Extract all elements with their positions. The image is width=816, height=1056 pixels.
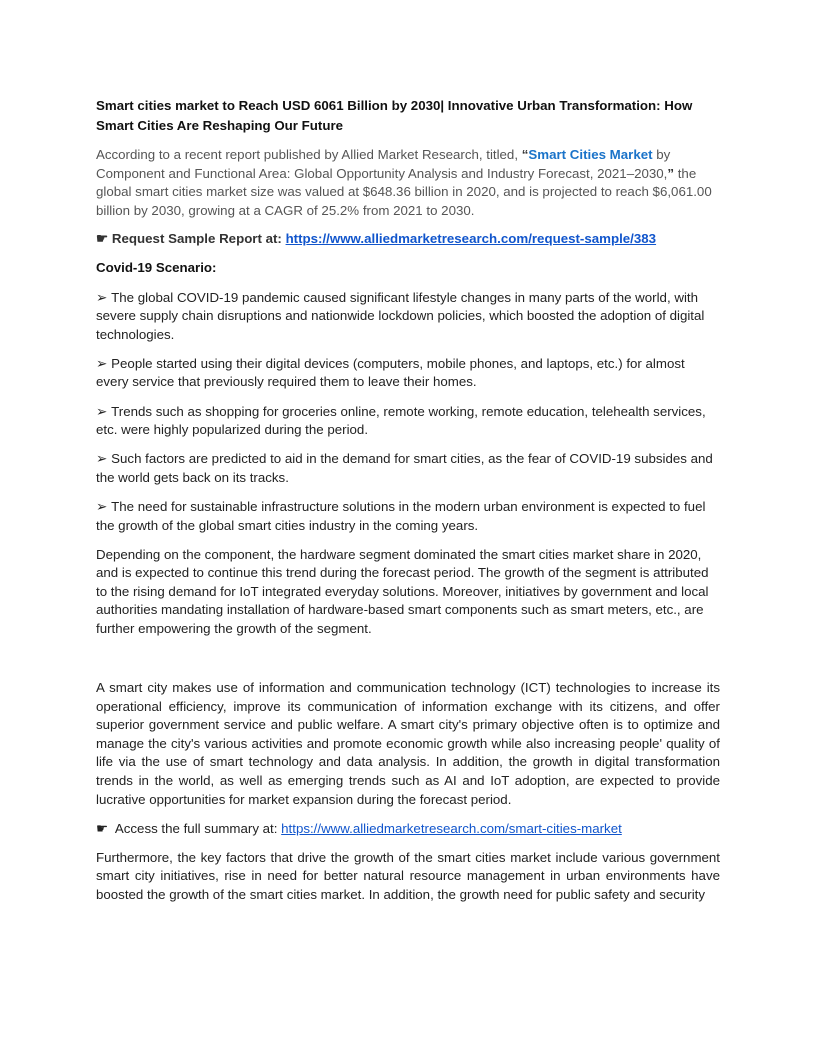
bullet-text: Trends such as shopping for groceries online, remote working, remote education, telehealth services, etc. were highly popularized during the period.	[96, 403, 706, 438]
intro-text: by Component and Functional Area: Global Opportunity Analysis and Industry Forecast, 2021–2030,	[96, 147, 671, 181]
arrow-bullet-icon: ➢	[96, 498, 108, 514]
close-quote: ”	[667, 165, 675, 181]
summary-label: Access the full summary at:	[111, 820, 282, 836]
arrow-bullet-icon: ➢	[96, 289, 108, 305]
bullet-text: The need for sustainable infrastructure solutions in the modern urban environment is expected to fuel the growth of the global smart cities industry in the coming years.	[96, 498, 706, 533]
bullet-item	[96, 403, 720, 440]
spacer	[96, 649, 720, 679]
bullet-text: People started using their digital devices (computers, mobile phones, and laptops, etc.) for almost every service that previously required them to leave their homes.	[96, 355, 685, 390]
request-sample-label: Request Sample Report at:	[111, 231, 286, 247]
arrow-bullet-icon: ➢	[96, 403, 108, 419]
arrow-bullet-icon: ➢	[96, 355, 108, 371]
summary-link[interactable]: https://www.alliedmarketresearch.com/smart-cities-market	[281, 820, 622, 836]
pointing-hand-icon: ☛	[96, 231, 108, 247]
bullet-item	[96, 289, 720, 345]
bullet-item	[96, 450, 720, 487]
bullet-text: The global COVID-19 pandemic caused significant lifestyle changes in many parts of the world, with severe supply chain disruptions and nationwide lockdown policies, which boosted the adoption of digital technologies.	[96, 289, 705, 342]
report-name-highlight: Smart Cities Market	[528, 147, 653, 162]
open-quote: “	[521, 147, 529, 162]
hardware-paragraph: Depending on the component, the hardware segment dominated the smart cities market share in 2020, and is expected to continue this trend during the forecast period. The growth of the segment is attributed to the rising demand for IoT integrated everyday solutions. Moreover, initiatives by government and local authorities mandating installation of hardware-based smart components such as smart meters, etc., are further empowering the growth of the segment.	[96, 546, 709, 636]
pointing-hand-icon: ☛	[96, 820, 108, 836]
request-sample-line	[96, 230, 720, 249]
summary-line	[96, 820, 720, 839]
arrow-bullet-icon: ➢	[96, 451, 108, 467]
document-title: Smart cities market to Reach USD 6061 Billion by 2030| Innovative Urban Transformation: How Smart Cities Are Reshaping Our Future	[96, 98, 693, 133]
intro-text: According to a recent report published by Allied Market Research, titled,	[96, 147, 522, 162]
covid-heading: Covid-19 Scenario:	[96, 260, 217, 276]
factors-paragraph: Furthermore, the key factors that drive the growth of the smart cities market include various government smart city initiatives, rise in need for better natural resource management in urban environments have boosted the growth of the smart cities market. In addition, the growth need for public safety and security	[96, 849, 720, 902]
bullet-item	[96, 355, 720, 392]
intro-text: the global smart cities market size was valued at $648.36 billion in 2020, and is projected to reach $6,061.00 billion by 2030, growing at a CAGR of 25.2% from 2021 to 2030.	[96, 165, 712, 218]
bullet-item	[96, 498, 720, 535]
intro-paragraph	[96, 146, 720, 220]
ict-paragraph: A smart city makes use of information and communication technology (ICT) technologies to increase its operational efficiency, improve its communication of information exchange with its citizens, and offer superior government service and public welfare. A smart city's primary objective often is to optimize and manage the city's various activities and promote economic growth while also increasing people' quality of life via the use of smart technology and data analysis. In addition, the growth in digital transformation trends in the world, as well as emerging trends such as AI and IoT adoption, are expected to provide lucrative opportunities for market expansion during the forecast period.	[96, 680, 720, 807]
document-page	[96, 96, 720, 915]
request-sample-link[interactable]: https://www.alliedmarketresearch.com/request-sample/383	[285, 231, 657, 247]
bullet-text: Such factors are predicted to aid in the demand for smart cities, as the fear of COVID-19 subsides and the world gets back on its tracks.	[96, 451, 713, 485]
